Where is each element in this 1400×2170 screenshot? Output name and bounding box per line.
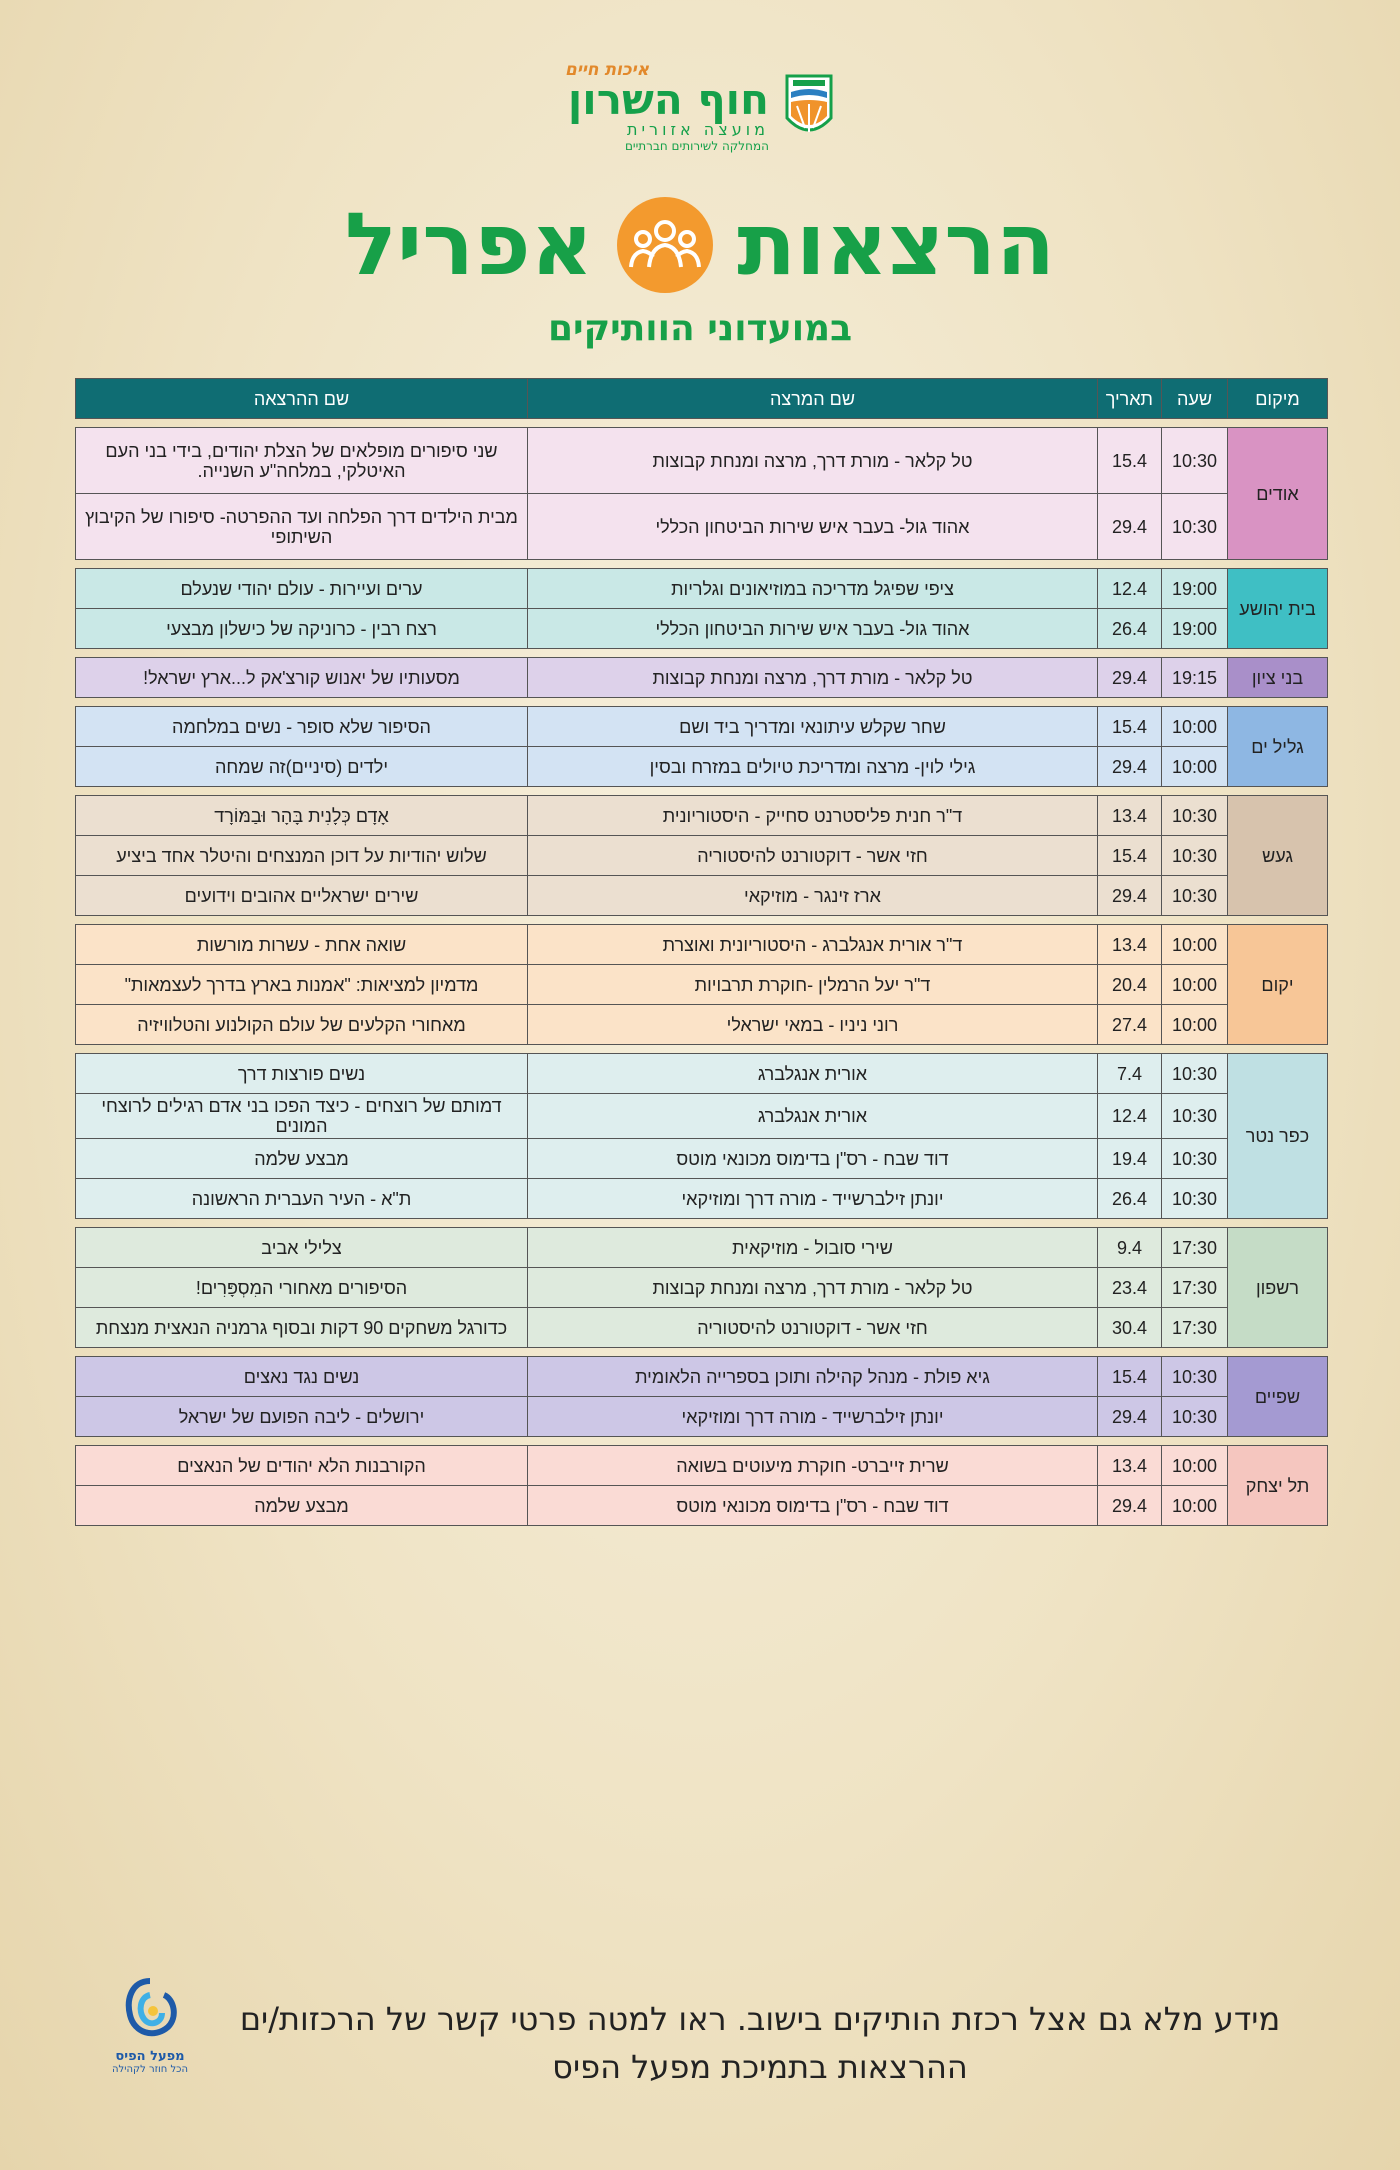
time-cell: 17:30 bbox=[1162, 1228, 1228, 1268]
title-word-lectures: הרצאות bbox=[737, 195, 1056, 295]
date-cell: 29.4 bbox=[1098, 494, 1162, 560]
date-cell: 13.4 bbox=[1098, 796, 1162, 836]
time-cell: 10:30 bbox=[1162, 1054, 1228, 1094]
topic-cell: נשים נגד נאצים bbox=[76, 1357, 528, 1397]
time-cell: 10:30 bbox=[1162, 1139, 1228, 1179]
time-cell: 10:00 bbox=[1162, 965, 1228, 1005]
date-cell: 9.4 bbox=[1098, 1228, 1162, 1268]
topic-cell: מאחורי הקלעים של עולם הקולנוע והטלוויזיה bbox=[76, 1005, 528, 1045]
time-cell: 10:30 bbox=[1162, 428, 1228, 494]
time-cell: 10:00 bbox=[1162, 747, 1228, 787]
table-row bbox=[76, 1446, 1328, 1486]
lecturer-cell: דוד שבח - רס"ן בדימוס מכונאי מוטס bbox=[528, 1139, 1098, 1179]
date-cell: 15.4 bbox=[1098, 1357, 1162, 1397]
group-spacer bbox=[76, 419, 1328, 428]
time-cell: 17:30 bbox=[1162, 1268, 1228, 1308]
location-cell: יקום bbox=[1228, 925, 1328, 1045]
date-cell: 15.4 bbox=[1098, 428, 1162, 494]
lecturer-cell: אורית אנגלברג bbox=[528, 1094, 1098, 1139]
topic-cell: ערים ועיירות - עולם יהודי שנעלם bbox=[76, 569, 528, 609]
table-row bbox=[76, 1486, 1328, 1526]
group-spacer bbox=[76, 1219, 1328, 1228]
table-row bbox=[76, 707, 1328, 747]
topic-cell: שני סיפורים מופלאים של הצלת יהודים, בידי בני העם האיטלקי, במלחה"ע השנייה. bbox=[76, 428, 528, 494]
table-row bbox=[76, 796, 1328, 836]
lecturer-cell: ד"ר חנית פליסטרנט סחייק - היסטוריונית bbox=[528, 796, 1098, 836]
group-spacer bbox=[76, 649, 1328, 658]
table-row bbox=[76, 658, 1328, 698]
page-title bbox=[0, 190, 1400, 300]
date-cell: 15.4 bbox=[1098, 836, 1162, 876]
location-cell: שפיים bbox=[1228, 1357, 1328, 1437]
table-row bbox=[76, 1054, 1328, 1094]
date-cell: 27.4 bbox=[1098, 1005, 1162, 1045]
date-cell: 29.4 bbox=[1098, 658, 1162, 698]
time-cell: 17:30 bbox=[1162, 1308, 1228, 1348]
group-spacer-cell bbox=[76, 916, 1328, 925]
table-row bbox=[76, 569, 1328, 609]
footer-text bbox=[220, 1995, 1300, 2091]
lecturer-cell: חזי אשר - דוקטורנט להיסטוריה bbox=[528, 836, 1098, 876]
header-topic: שם ההרצאה bbox=[76, 379, 528, 419]
time-cell: 10:00 bbox=[1162, 707, 1228, 747]
pais-logo-icon bbox=[120, 1975, 180, 2045]
topic-cell: מבצע שלמה bbox=[76, 1486, 528, 1526]
time-cell: 10:30 bbox=[1162, 494, 1228, 560]
table-row bbox=[76, 1228, 1328, 1268]
location-cell: תל יצחק bbox=[1228, 1446, 1328, 1526]
table-row bbox=[76, 876, 1328, 916]
time-cell: 10:00 bbox=[1162, 925, 1228, 965]
lecturer-cell: טל קלאר - מורת דרך, מרצה ומנחת קבוצות bbox=[528, 1268, 1098, 1308]
group-spacer-cell bbox=[76, 698, 1328, 707]
topic-cell: מבית הילדים דרך הפלחה ועד ההפרטה- סיפורו של הקיבוץ השיתופי bbox=[76, 494, 528, 560]
time-cell: 19:00 bbox=[1162, 569, 1228, 609]
lecturer-cell: אהוד גול- בעבר איש שירות הביטחון הכללי bbox=[528, 609, 1098, 649]
time-cell: 10:30 bbox=[1162, 796, 1228, 836]
date-cell: 26.4 bbox=[1098, 1179, 1162, 1219]
pais-logo-slogan: הכל חוזר לקהילה bbox=[112, 2064, 188, 2075]
location-cell: בני ציון bbox=[1228, 658, 1328, 698]
group-spacer bbox=[76, 1348, 1328, 1357]
table-row bbox=[76, 1094, 1328, 1139]
group-spacer-cell bbox=[76, 1219, 1328, 1228]
time-cell: 10:00 bbox=[1162, 1446, 1228, 1486]
group-spacer bbox=[76, 698, 1328, 707]
topic-cell: אָדָם כְּלָנִית בָּהָר וּבַמּוֹרָד bbox=[76, 796, 528, 836]
time-cell: 10:30 bbox=[1162, 1397, 1228, 1437]
council-logo-text bbox=[565, 61, 769, 153]
date-cell: 29.4 bbox=[1098, 1486, 1162, 1526]
group-spacer bbox=[76, 916, 1328, 925]
table-row bbox=[76, 609, 1328, 649]
date-cell: 13.4 bbox=[1098, 925, 1162, 965]
date-cell: 12.4 bbox=[1098, 1094, 1162, 1139]
title-word-april: אפריל bbox=[344, 195, 594, 295]
lecturer-cell: יונתן זילברשייד - מורה דרך ומוזיקאי bbox=[528, 1397, 1098, 1437]
lecturer-cell: גילי לוין- מרצה ומדריכת טיולים במזרח ובסין bbox=[528, 747, 1098, 787]
table-row bbox=[76, 1268, 1328, 1308]
location-cell: כפר נטר bbox=[1228, 1054, 1328, 1219]
logo-department: המחלקה לשירותים חברתיים bbox=[624, 139, 769, 153]
topic-cell: שלוש יהודיות על דוכן המנצחים והיטלר אחד ביציע bbox=[76, 836, 528, 876]
date-cell: 19.4 bbox=[1098, 1139, 1162, 1179]
group-spacer bbox=[76, 1437, 1328, 1446]
date-cell: 29.4 bbox=[1098, 1397, 1162, 1437]
council-emblem-icon bbox=[783, 72, 835, 142]
location-cell: געש bbox=[1228, 796, 1328, 916]
lecturer-cell: ד"ר אורית אנגלברג - היסטוריונית ואוצרת bbox=[528, 925, 1098, 965]
lecturer-cell: יונתן זילברשייד - מורה דרך ומוזיקאי bbox=[528, 1179, 1098, 1219]
group-spacer bbox=[76, 560, 1328, 569]
time-cell: 10:30 bbox=[1162, 1357, 1228, 1397]
topic-cell: מדמיון למציאות: "אמנות בארץ בדרך לעצמאות" bbox=[76, 965, 528, 1005]
table-row bbox=[76, 836, 1328, 876]
lecturer-cell: אורית אנגלברג bbox=[528, 1054, 1098, 1094]
table-row bbox=[76, 1397, 1328, 1437]
lecturer-cell: ד"ר יעל הרמלין -חוקרת תרבויות bbox=[528, 965, 1098, 1005]
pais-logo bbox=[100, 1975, 200, 2085]
topic-cell: כדורגל משחקים 90 דקות ובסוף גרמניה הנאצית מנצחת bbox=[76, 1308, 528, 1348]
logo-name: חוף השרון bbox=[567, 75, 769, 124]
header-lecturer: שם המרצה bbox=[528, 379, 1098, 419]
group-spacer-cell bbox=[76, 649, 1328, 658]
group-spacer bbox=[76, 1045, 1328, 1054]
location-cell: בית יהושע bbox=[1228, 569, 1328, 649]
lecturer-cell: רוני ניניו - במאי ישראלי bbox=[528, 1005, 1098, 1045]
date-cell: 30.4 bbox=[1098, 1308, 1162, 1348]
topic-cell: נשים פורצות דרך bbox=[76, 1054, 528, 1094]
header-date: תאריך bbox=[1098, 379, 1162, 419]
lecturer-cell: דוד שבח - רס"ן בדימוס מכונאי מוטס bbox=[528, 1486, 1098, 1526]
date-cell: 12.4 bbox=[1098, 569, 1162, 609]
table-row bbox=[76, 428, 1328, 494]
table-body bbox=[76, 419, 1328, 1526]
date-cell: 13.4 bbox=[1098, 1446, 1162, 1486]
topic-cell: ירושלים - ליבה הפועם של ישראל bbox=[76, 1397, 528, 1437]
topic-cell: שירים ישראליים אהובים וידועים bbox=[76, 876, 528, 916]
footer-info-line: מידע מלא גם אצל רכזת הותיקים בישוב. ראו למטה פרטי קשר של הרכזות/ים bbox=[239, 2000, 1281, 2038]
table-row bbox=[76, 1139, 1328, 1179]
topic-cell: צלילי אביב bbox=[76, 1228, 528, 1268]
time-cell: 19:15 bbox=[1162, 658, 1228, 698]
page-subtitle: במועדוני הוותיקים bbox=[547, 308, 853, 349]
date-cell: 7.4 bbox=[1098, 1054, 1162, 1094]
lecturer-cell: שירי סובול - מוזיקאית bbox=[528, 1228, 1098, 1268]
table-row bbox=[76, 925, 1328, 965]
time-cell: 10:30 bbox=[1162, 1094, 1228, 1139]
lecturer-cell: ארז זינגר - מוזיקאי bbox=[528, 876, 1098, 916]
group-spacer-cell bbox=[76, 1348, 1328, 1357]
lecturer-cell: אהוד גול- בעבר איש שירות הביטחון הכללי bbox=[528, 494, 1098, 560]
people-group-icon bbox=[615, 195, 715, 295]
lecturer-cell: טל קלאר - מורת דרך, מרצה ומנחת קבוצות bbox=[528, 428, 1098, 494]
location-cell: אודים bbox=[1228, 428, 1328, 560]
time-cell: 10:00 bbox=[1162, 1486, 1228, 1526]
time-cell: 19:00 bbox=[1162, 609, 1228, 649]
table-row bbox=[76, 1308, 1328, 1348]
topic-cell: רצח רבין - כרוניקה של כישלון מבצעי bbox=[76, 609, 528, 649]
date-cell: 29.4 bbox=[1098, 747, 1162, 787]
table-row bbox=[76, 494, 1328, 560]
date-cell: 23.4 bbox=[1098, 1268, 1162, 1308]
topic-cell: ת"א - העיר העברית הראשונה bbox=[76, 1179, 528, 1219]
time-cell: 10:30 bbox=[1162, 836, 1228, 876]
lecturer-cell: טל קלאר - מורת דרך, מרצה ומנחת קבוצות bbox=[528, 658, 1098, 698]
time-cell: 10:30 bbox=[1162, 876, 1228, 916]
table-row bbox=[76, 1005, 1328, 1045]
date-cell: 15.4 bbox=[1098, 707, 1162, 747]
group-spacer bbox=[76, 787, 1328, 796]
logo-subtitle: מועצה אזורית bbox=[626, 120, 769, 139]
topic-cell: הקורבנות הלא יהודים של הנאצים bbox=[76, 1446, 528, 1486]
pais-logo-name: מפעל הפיס bbox=[115, 2049, 185, 2064]
time-cell: 10:30 bbox=[1162, 1179, 1228, 1219]
lecturer-cell: ציפי שפיגל מדריכה במוזיאונים וגלריות bbox=[528, 569, 1098, 609]
topic-cell: דמותם של רוצחים - כיצד הפכו בני אדם רגילים לרוצחי המונים bbox=[76, 1094, 528, 1139]
header-time: שעה bbox=[1162, 379, 1228, 419]
topic-cell: ילדים (סיניים)זה שמחה bbox=[76, 747, 528, 787]
topic-cell: מסעותיו של יאנוש קורצ'אק ל...ארץ ישראל! bbox=[76, 658, 528, 698]
table-row bbox=[76, 965, 1328, 1005]
date-cell: 26.4 bbox=[1098, 609, 1162, 649]
table-row bbox=[76, 1357, 1328, 1397]
group-spacer-cell bbox=[76, 787, 1328, 796]
lecture-schedule-table bbox=[75, 378, 1328, 1526]
table-row bbox=[76, 747, 1328, 787]
topic-cell: הסיפורים מאחורי המִסְפָּרִים! bbox=[76, 1268, 528, 1308]
lecturer-cell: שרית זייברט- חוקרת מיעוטים בשואה bbox=[528, 1446, 1098, 1486]
group-spacer-cell bbox=[76, 1045, 1328, 1054]
topic-cell: מבצע שלמה bbox=[76, 1139, 528, 1179]
group-spacer-cell bbox=[76, 560, 1328, 569]
time-cell: 10:00 bbox=[1162, 1005, 1228, 1045]
table-header-row bbox=[76, 379, 1328, 419]
group-spacer-cell bbox=[76, 1437, 1328, 1446]
date-cell: 29.4 bbox=[1098, 876, 1162, 916]
lecturer-cell: גיא פולת - מנהל קהילה ותוכן בספרייה הלאומית bbox=[528, 1357, 1098, 1397]
lecturer-cell: חזי אשר - דוקטורנט להיסטוריה bbox=[528, 1308, 1098, 1348]
logo-tagline: איכות חיים bbox=[565, 60, 649, 80]
table-row bbox=[76, 1179, 1328, 1219]
topic-cell: שואה אחת - עשרות מורשות bbox=[76, 925, 528, 965]
header-location: מיקום bbox=[1228, 379, 1328, 419]
date-cell: 20.4 bbox=[1098, 965, 1162, 1005]
footer-support-line: ההרצאות בתמיכת מפעל הפיס bbox=[552, 2048, 968, 2086]
council-logo bbox=[0, 62, 1400, 152]
lecturer-cell: שחר שקלש עיתונאי ומדריך ביד ושם bbox=[528, 707, 1098, 747]
location-cell: גליל ים bbox=[1228, 707, 1328, 787]
topic-cell: הסיפור שלא סופר - נשים במלחמה bbox=[76, 707, 528, 747]
location-cell: רשפון bbox=[1228, 1228, 1328, 1348]
group-spacer-cell bbox=[76, 419, 1328, 428]
